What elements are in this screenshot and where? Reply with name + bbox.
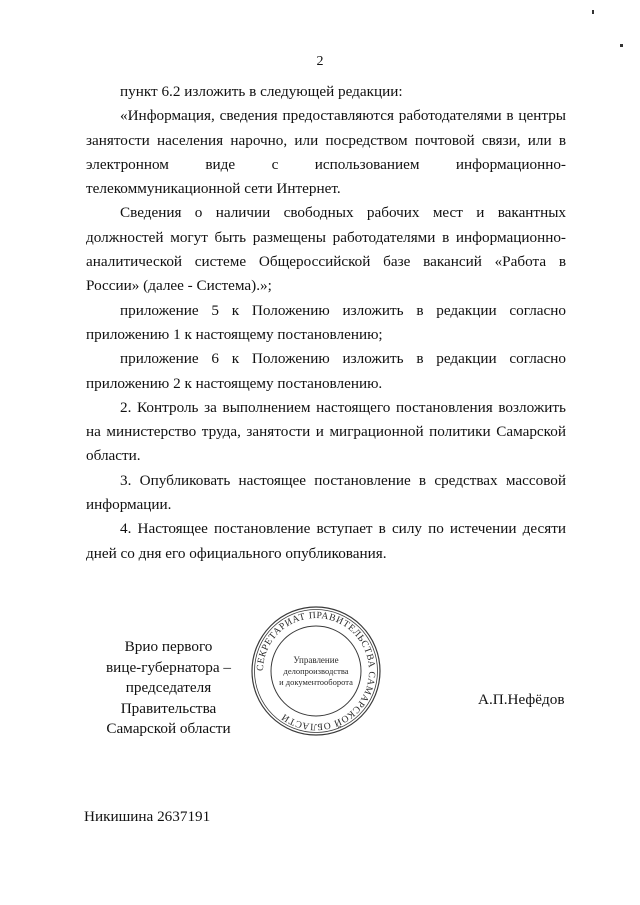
page-number: 2 xyxy=(316,54,324,69)
stamp-line-2: делопроизводства xyxy=(283,666,349,676)
scan-speck xyxy=(592,10,594,14)
official-stamp xyxy=(250,605,382,737)
paragraph-effective: 4. Настоящее постановление вступает в силу по истечении десяти дней со дня его официального опубликования. xyxy=(86,520,566,562)
signature-line-1: Врио первого xyxy=(124,638,213,655)
paragraph-information: «Информация, сведения предоставляются работодателями в центры занятости населения нарочно, или посредством почтовой связи, или в электронном виде с использованием информационно-телекоммуникационной сети Интернет. xyxy=(86,107,566,198)
signature-title xyxy=(86,637,251,740)
stamp-line-3: и документооборота xyxy=(279,677,353,687)
paragraph-point-6-2: пункт 6.2 изложить в следующей редакции: xyxy=(120,83,403,100)
stamp-outer-text: СЕКРЕТАРИАТ ПРАВИТЕЛЬСТВА САМАРСКОЙ ОБЛАСТИ xyxy=(254,609,378,733)
signer-name: А.П.Нефёдов xyxy=(478,691,565,708)
paragraph-control: 2. Контроль за выполнением настоящего постановления возложить на министерство труда, занятости и миграционной политики Самарской области. xyxy=(86,398,566,465)
paragraph-publish: 3. Опубликовать настоящее постановление в средствах массовой информации. xyxy=(86,471,566,514)
paragraph-vacancies: Сведения о наличии свободных рабочих мест и вакантных должностей могут быть размещены работодателями в информационно-аналитической системе Общероссийской базе вакансий «Работа в России» (далее - Система).»; xyxy=(86,204,566,295)
document-body xyxy=(86,80,566,566)
paragraph-appendix-6: приложение 6 к Положению изложить в редакции согласно приложению 2 к настоящему постановлению. xyxy=(86,350,566,392)
signature-line-2: вице-губернатора – xyxy=(106,658,231,676)
signature-line-4: Самарской области xyxy=(106,720,231,737)
paragraph-appendix-5: приложение 5 к Положению изложить в редакции согласно приложению 1 к настоящему постановлению; xyxy=(86,301,566,343)
scan-speck xyxy=(620,44,623,47)
stamp-line-1: Управление xyxy=(293,655,339,665)
executor-contact: Никишина 2637191 xyxy=(84,808,211,825)
signature-line-3: председателя Правительства xyxy=(120,679,217,717)
